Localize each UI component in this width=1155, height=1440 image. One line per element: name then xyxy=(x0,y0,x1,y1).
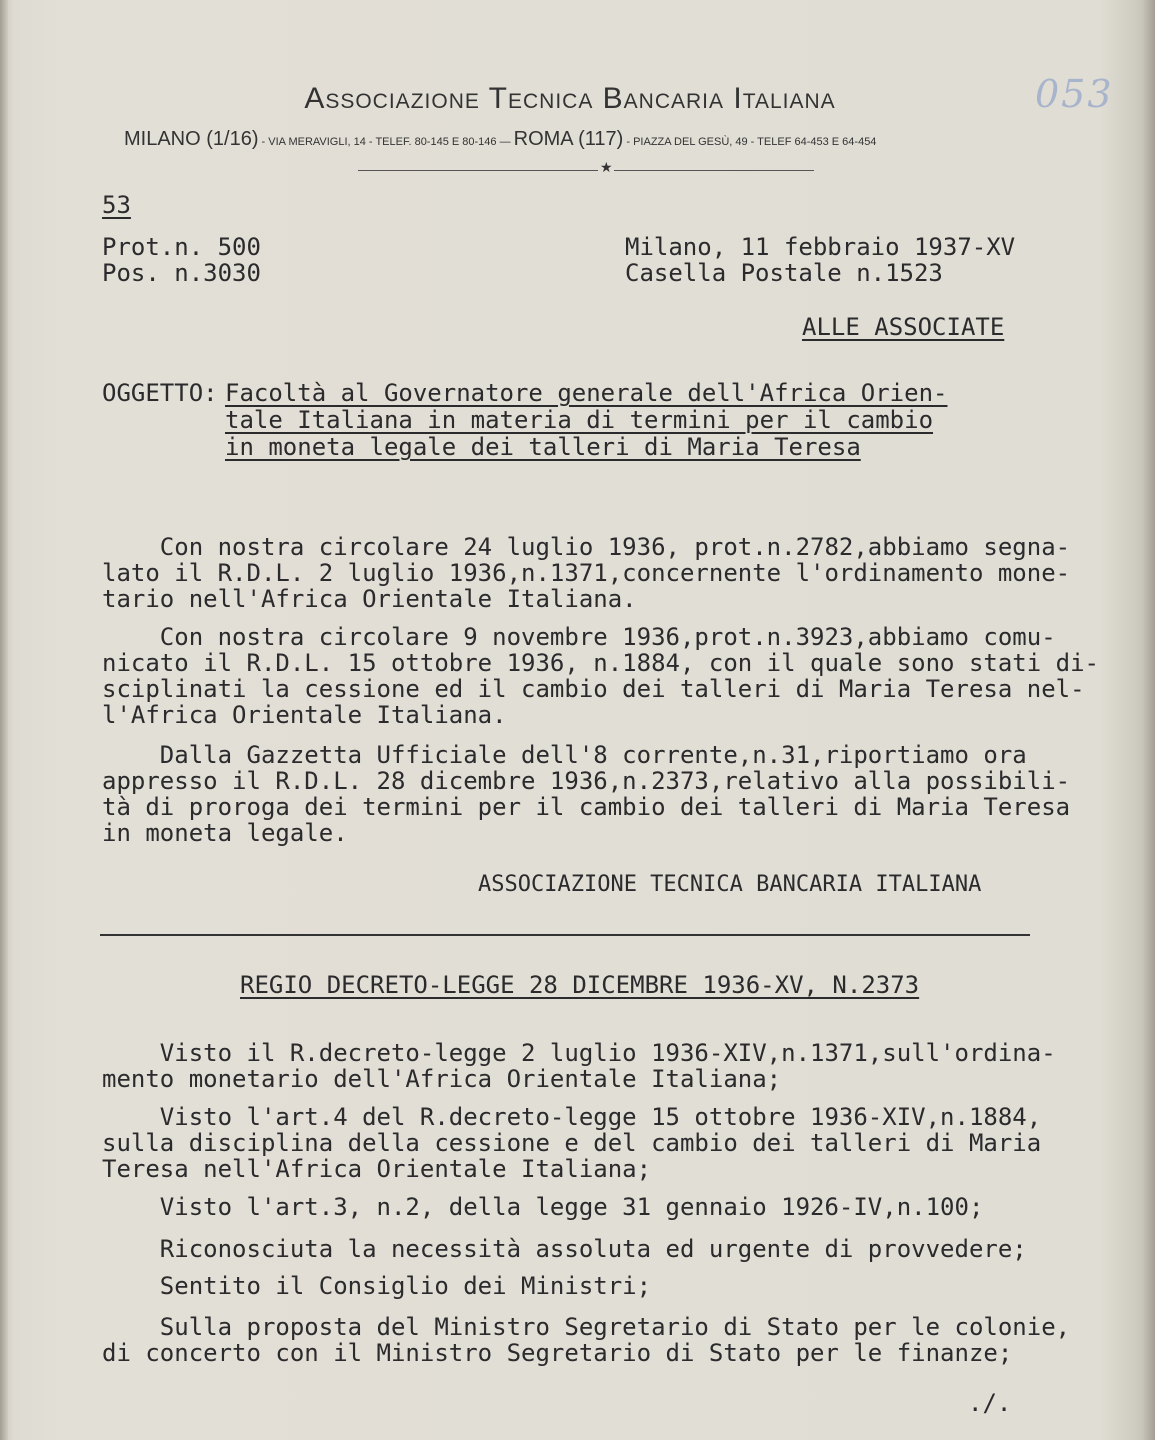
body-line: appresso il R.D.L. 28 dicembre 1936,n.2373,relativo alla possibili- xyxy=(102,767,1071,795)
decree-title: REGIO DECRETO-LEGGE 28 DICEMBRE 1936-XV, N.2373 xyxy=(240,971,920,999)
body-paragraph-3 xyxy=(102,741,1071,847)
decree-paragraph-6 xyxy=(102,1313,1071,1367)
decree-line: Teresa nell'Africa Orientale Italiana; xyxy=(102,1155,652,1183)
body-line: Con nostra circolare 9 novembre 1936,prot.n.3923,abbiamo comu- xyxy=(102,623,1056,651)
body-line: in moneta legale. xyxy=(102,819,348,847)
binding-edge-right xyxy=(1141,0,1155,1440)
address-milano-details: - VIA MERAVIGLI, 14 - TELEF. 80-145 E 80-146 — xyxy=(258,136,514,148)
subject-line-3: in moneta legale dei talleri di Maria Teresa xyxy=(225,433,861,461)
decree-line: Riconosciuta la necessità assoluta ed urgente di provvedere; xyxy=(102,1235,1027,1263)
document-number: 53 xyxy=(102,191,131,219)
decree-paragraph-2 xyxy=(102,1104,1062,1182)
body-line: tà di proroga dei termini per il cambio dei talleri di Maria Teresa xyxy=(102,793,1071,821)
body-line: Dalla Gazzetta Ufficiale dell'8 corrente,n.31,riportiamo ora xyxy=(102,741,1027,769)
subject-line-1: Facoltà al Governatore generale dell'Africa Orien- xyxy=(225,379,948,407)
decree-paragraph-5 xyxy=(102,1273,1062,1299)
body-line: sciplinati la cessione ed il cambio dei talleri di Maria Teresa nel- xyxy=(102,675,1085,703)
section-divider xyxy=(100,934,1030,936)
protocol-number: Prot.n. 500 xyxy=(102,233,261,261)
decree-line: Visto l'art.4 del R.decreto-legge 15 ottobre 1936-XIV,n.1884, xyxy=(102,1103,1042,1131)
subject-label: OGGETTO: xyxy=(102,379,218,407)
decree-line: di concerto con il Ministro Segretario di Stato per le finanze; xyxy=(102,1339,1013,1367)
body-line: l'Africa Orientale Italiana. xyxy=(102,701,507,729)
subject-line-2: tale Italiana in materia di termini per il cambio xyxy=(225,406,934,434)
body-line: lato il R.D.L. 2 luglio 1936,n.1371,concernente l'ordinamento mone- xyxy=(102,559,1071,587)
decree-paragraph-4 xyxy=(102,1236,1062,1262)
decree-line: mento monetario dell'Africa Orientale Italiana; xyxy=(102,1065,782,1093)
letterhead-divider-left xyxy=(358,170,598,171)
star-ornament-icon: ★ xyxy=(600,160,613,176)
body-line: Con nostra circolare 24 luglio 1936, prot.n.2782,abbiamo segna- xyxy=(102,533,1071,561)
postal-box: Casella Postale n.1523 xyxy=(625,259,943,287)
address-roma: ROMA (117) xyxy=(513,128,624,150)
position-number: Pos. n.3030 xyxy=(102,259,261,287)
body-paragraph-1 xyxy=(102,533,1071,613)
body-line: tario nell'Africa Orientale Italiana. xyxy=(102,585,637,613)
body-line: nicato il R.D.L. 15 ottobre 1936, n.1884, con il quale sono stati di- xyxy=(102,649,1099,677)
decree-line: sulla disciplina della cessione e del cambio dei talleri di Maria xyxy=(102,1129,1042,1157)
decree-line: Visto il R.decreto-legge 2 luglio 1936-XIV,n.1371,sull'ordina- xyxy=(102,1039,1056,1067)
decree-paragraph-3 xyxy=(102,1194,1062,1220)
binding-edge-left xyxy=(0,0,8,1440)
archive-stamp: 053 xyxy=(1035,72,1114,116)
letterhead-divider-right xyxy=(614,170,814,171)
signature: ASSOCIAZIONE TECNICA BANCARIA ITALIANA xyxy=(478,872,982,897)
continuation-mark: ./. xyxy=(968,1389,1012,1417)
recipients: ALLE ASSOCIATE xyxy=(802,313,1005,341)
date-line: Milano, 11 febbraio 1937-XV xyxy=(625,233,1016,261)
decree-line: Visto l'art.3, n.2, della legge 31 gennaio 1926-IV,n.100; xyxy=(102,1193,984,1221)
decree-line: Sentito il Consiglio dei Ministri; xyxy=(102,1272,652,1300)
decree-line: Sulla proposta del Ministro Segretario di Stato per le colonie, xyxy=(102,1313,1071,1341)
body-paragraph-2 xyxy=(102,623,1099,729)
decree-paragraph-1 xyxy=(102,1040,1062,1092)
address-milano: MILANO (1/16) xyxy=(124,128,259,150)
letterhead-title: Associazione Tecnica Bancaria Italiana xyxy=(304,82,836,115)
letterhead-address xyxy=(124,128,876,151)
address-roma-details: - PIAZZA DEL GESÙ, 49 - TELEF 64-453 E 64-454 xyxy=(623,136,877,148)
